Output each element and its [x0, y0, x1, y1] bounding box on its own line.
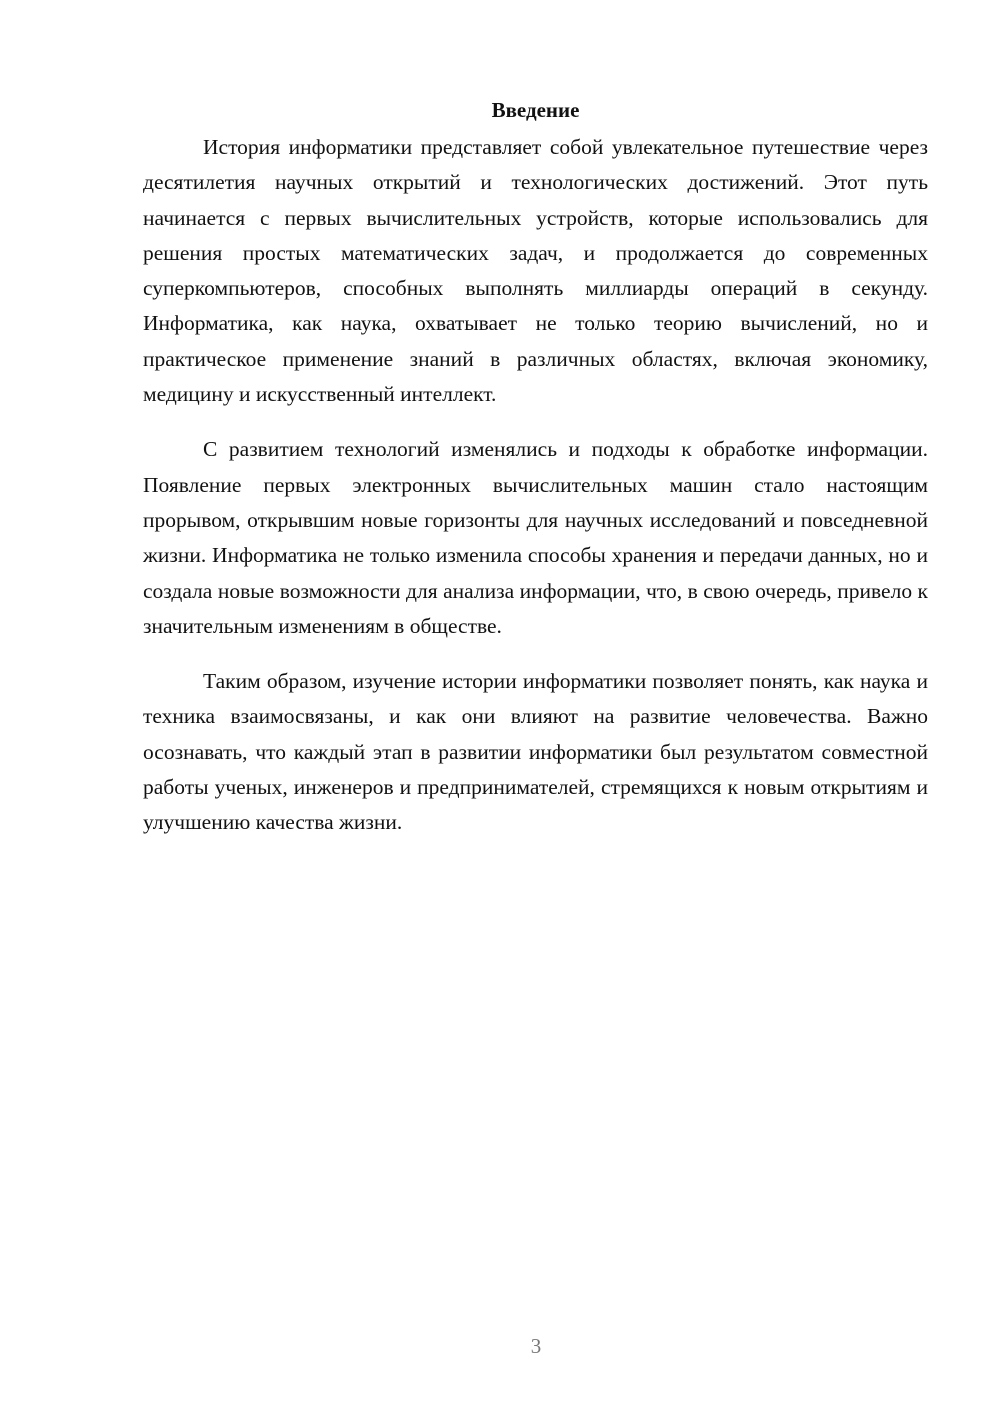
- paragraph-2: С развитием технологий изменялись и подходы к обработке информации. Появление первых электронных вычислительных машин стало настоящим прорывом, открывшим новые горизонты для научных исследований и повседневной жизни. Информатика не только изменила способы хранения и передачи данных, но и создала новые возможности для анализа информации, что, в свою очередь, привело к значительным изменениям в обществе.: [143, 437, 928, 638]
- section-heading: Введение: [491, 98, 580, 122]
- text-block: [143, 92, 928, 861]
- page-number: 3: [530, 1334, 542, 1358]
- paragraph-1: История информатики представляет собой увлекательное путешествие через десятилетия научных открытий и технологических достижений. Этот путь начинается с первых вычислительных устройств, которые использовались для решения простых математических задач, и продолжается до современных суперкомпьютеров, способных выполнять миллиарды операций в секунду. Информатика, как наука, охватывает не только теорию вычислений, но и практическое применение знаний в различных областях, включая экономику, медицину и искусственный интеллект.: [143, 135, 928, 407]
- paragraph-3: Таким образом, изучение истории информатики позволяет понять, как наука и техника взаимосвязаны, и как они влияют на развитие человечества. Важно осознавать, что каждый этап в развитии информатики был результатом совместной работы ученых, инженеров и предпринимателей, стремящихся к новым открытиям и улучшению качества жизни.: [143, 669, 928, 835]
